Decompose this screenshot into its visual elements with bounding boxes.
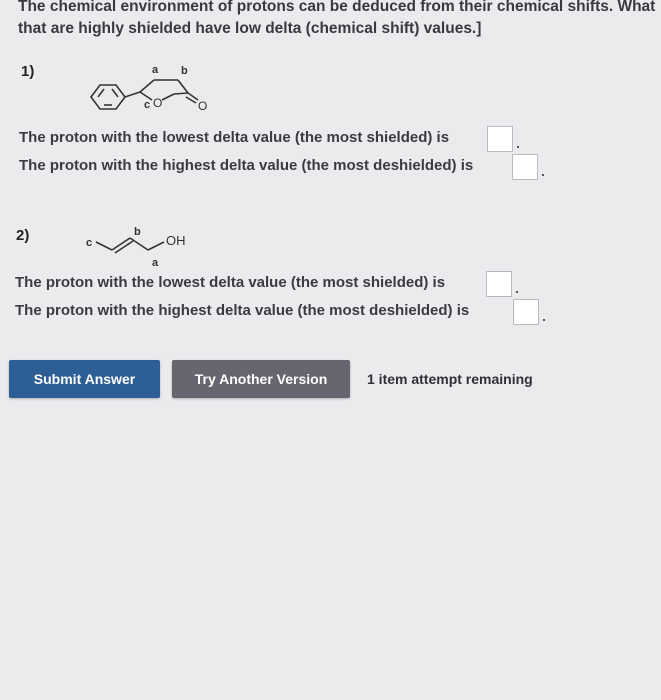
instructions [18, 0, 661, 40]
hydroxyl-label: OH [166, 233, 186, 248]
label-c: c [86, 237, 93, 249]
q2-lowest-prompt: The proton with the lowest delta value (the most shielded) is [15, 274, 446, 291]
period-mark [517, 146, 519, 148]
label-c: c [144, 99, 151, 111]
q1-lowest-prompt: The proton with the lowest delta value (the most shielded) is [19, 129, 450, 146]
period-mark [542, 174, 544, 176]
oxygen-carbonyl-label: O [198, 99, 208, 113]
q2-highest-prompt: The proton with the highest delta value (the most deshielded) is [15, 302, 470, 319]
period-mark [516, 291, 518, 293]
oxygen-ring-label: O [153, 96, 163, 110]
label-a: a [152, 64, 159, 76]
submit-answer-button[interactable]: Submit Answer [9, 360, 160, 398]
q2-lowest-answer-box[interactable] [486, 271, 512, 297]
question-1-number: 1) [21, 63, 35, 80]
question-1-structure [82, 56, 222, 116]
instructions-line-2: that are highly shielded have low delta (chemical shift) values.] [18, 20, 482, 37]
label-b: b [134, 226, 141, 238]
instructions-line-1: The chemical environment of protons can be deduced from their chemical shifts. What [18, 0, 656, 15]
question-2-number: 2) [16, 227, 30, 244]
label-b: b [181, 65, 188, 77]
label-a: a [152, 257, 159, 269]
q1-highest-answer-box[interactable] [512, 154, 538, 180]
q2-highest-answer-box[interactable] [513, 299, 539, 325]
try-another-version-button[interactable]: Try Another Version [172, 360, 350, 398]
attempts-remaining-text: 1 item attempt remaining [367, 371, 533, 387]
question-2-structure [82, 222, 212, 272]
q1-highest-prompt: The proton with the highest delta value (the most deshielded) is [19, 157, 474, 174]
q1-lowest-answer-box[interactable] [487, 126, 513, 152]
period-mark [543, 319, 545, 321]
